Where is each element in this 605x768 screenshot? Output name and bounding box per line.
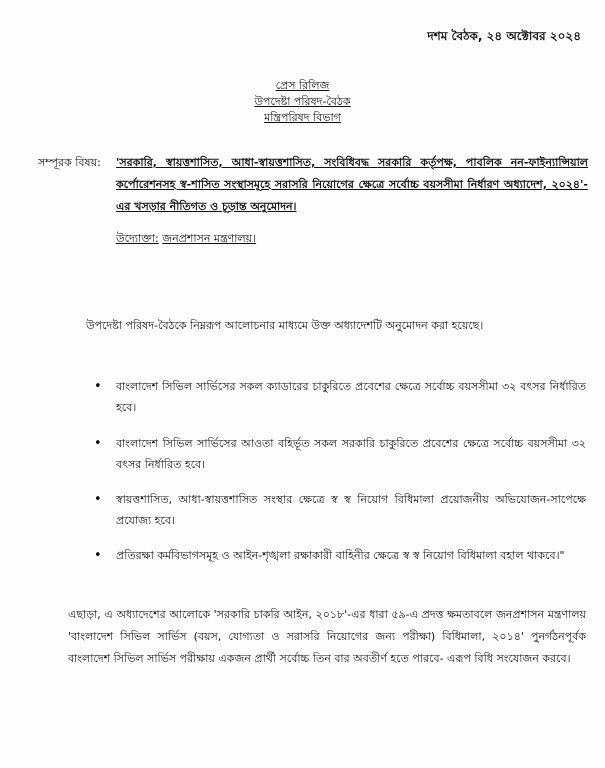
document-header: [0, 78, 605, 126]
decision-bullet-list: [116, 372, 586, 566]
closing-paragraph: এছাড়া, এ অধ্যাদেশের আলোকে 'সরকারি চাকরি আইন, ২০১৮'-এর ধারা ৫৯-এ প্রদত্ত ক্ষমতাবলে জনপ্রশাসন মন্ত্রণালয় 'বাংলাদেশ সিভিল সার্ভিস (বয়স, যোগ্যতা ও সরাসরি নিয়োগের জন্য পরীক্ষা) বিধিমালা, ২০১৪' পুনর্গঠনপূর্বক বাংলাদেশ সিভিল সার্ভিস পরীক্ষায় একজন প্রার্থী সর্বোচ্চ তিন বার অবতীর্ণ হতে পারবে- এরূপ বিধি সংযোজন করবে।: [68, 608, 586, 665]
header-cabinet-division: মন্ত্রিপরিষদ বিভাগ: [264, 111, 341, 124]
subject-text-content: 'সরকারি, স্বায়ত্তশাসিত, আধা-স্বায়ত্তশাসিত, সংবিধিবদ্ধ সরকারি কর্তৃপক্ষ, পাবলিক নন-ফাইন্যান্সিয়াল কর্পোরেশনসহ স্ব-শাসিত সংস্থাসমূহে সরাসরি নিয়োগের ক্ষেত্রে সর্বোচ্চ বয়সসীমা নির্ধারণ অধ্যাদেশ, ২০২৪'-এর খসড়ার নীতিগত ও চূড়ান্ত অনুমোদন।: [116, 156, 588, 213]
bullet-item: • বাংলাদেশ সিভিল সার্ভিসের আওতা বহির্ভূত সকল সরকারি চাকুরিতে প্রবেশের ক্ষেত্রে সর্বোচ্চ বয়সসীমা ৩২ বৎসর নির্ধারিত হবে।: [116, 433, 586, 475]
intro-paragraph: উপদেষ্টা পরিষদ-বৈঠকে নিম্নরূপ আলোচনার মাধ্যমে উক্ত অধ্যাদেশটি অনুমোদন করা হয়েছে।: [86, 319, 484, 332]
header-advisory-council: উপদেষ্টা পরিষদ-বৈঠক: [254, 95, 351, 108]
initiator: [116, 230, 256, 249]
subject-text: [116, 152, 588, 218]
header-press-release: প্রেস রিলিজ: [275, 79, 330, 92]
initiator-value: জনপ্রশাসন মন্ত্রণালয়।: [162, 232, 257, 245]
meeting-date: দশম বৈঠক, ২৪ অক্টোবর ২০২৪: [427, 29, 581, 43]
bullet-item: • স্বায়ত্তশাসিত, আধা-স্বায়ত্তশাসিত সংস্থার ক্ষেত্রে স্ব স্ব নিয়োগ বিধিমালা প্রয়োজনীয় অভিযোজন-সাপেক্ষে প্রযোজ্য হবে।: [116, 489, 586, 531]
subject-label: সম্পূরক বিষয়:: [38, 156, 101, 169]
bullet-item: • প্রতিরক্ষা কর্মবিভাগসমূহ ও আইন-শৃঙ্খলা রক্ষাকারী বাহিনীর ক্ষেত্রে স্ব স্ব নিয়োগ বিধিমালা বহাল থাকবে।": [116, 545, 586, 566]
initiator-label: উদ্যোক্তা:: [116, 232, 159, 245]
bullet-item: • বাংলাদেশ সিভিল সার্ভিসের সকল ক্যাডারের চাকুরিতে প্রবেশের ক্ষেত্রে সর্বোচ্চ বয়সসীমা ৩২ বৎসর নির্ধারিত হবে।: [116, 376, 586, 418]
